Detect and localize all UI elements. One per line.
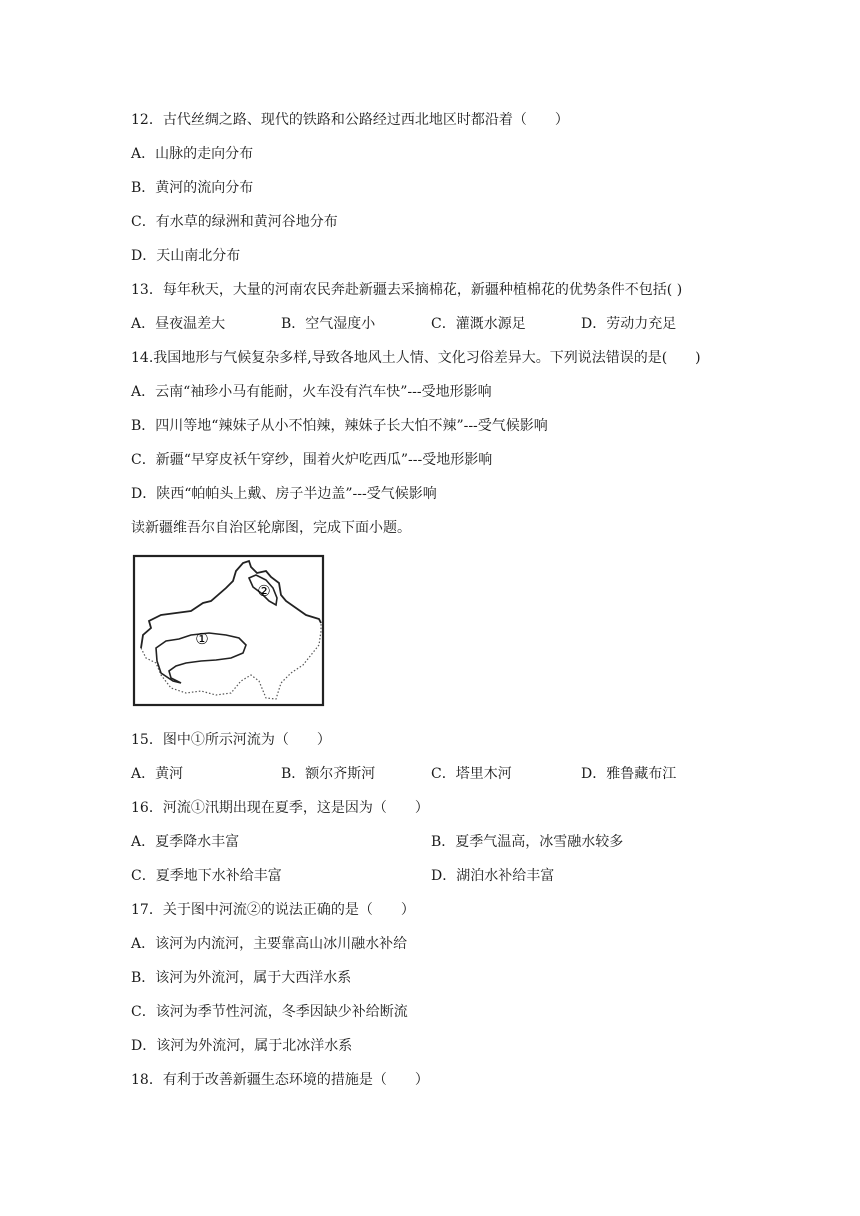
q16-option-a: A．夏季降水丰富 bbox=[131, 834, 240, 850]
q17-option-a: A．该河为内流河，主要靠高山冰川融水补给 bbox=[131, 936, 408, 952]
q17-stem: 17．关于图中河流②的说法正确的是（ ） bbox=[131, 902, 415, 918]
q13-stem: 13．每年秋天，大量的河南农民奔赴新疆去采摘棉花，新疆种植棉花的优势条件不包括( ) bbox=[131, 282, 683, 298]
q13-option-a: A．昼夜温差大 bbox=[131, 316, 226, 332]
q12-stem: 12．古代丝绸之路、现代的铁路和公路经过西北地区时都沿着（ ） bbox=[131, 112, 569, 128]
q14-option-a: A．云南“袖珍小马有能耐，火车没有汽车快”---受地形影响 bbox=[131, 384, 492, 400]
q17-option-d: D．该河为外流河，属于北冰洋水系 bbox=[131, 1038, 353, 1054]
q16-option-c: C．夏季地下水补给丰富 bbox=[131, 868, 282, 884]
q15-option-d: D．雅鲁藏布江 bbox=[581, 766, 677, 782]
q13-option-d: D．劳动力充足 bbox=[581, 316, 677, 332]
q13-option-c: C．灌溉水源足 bbox=[431, 316, 526, 332]
q14-option-c: C．新疆“早穿皮袄午穿纱，围着火炉吃西瓜”---受地形影响 bbox=[131, 452, 493, 468]
map-frame bbox=[134, 556, 323, 705]
q12-option-d: D．天山南北分布 bbox=[131, 248, 241, 264]
map-intro: 读新疆维吾尔自治区轮廓图，完成下面小题。 bbox=[131, 520, 411, 536]
q12-option-a: A．山脉的走向分布 bbox=[131, 146, 254, 162]
q12-option-c: C．有水草的绿洲和黄河谷地分布 bbox=[131, 214, 338, 230]
q17-option-c: C．该河为季节性河流，冬季因缺少补给断流 bbox=[131, 1004, 408, 1020]
q18-stem: 18．有利于改善新疆生态环境的措施是（ ） bbox=[131, 1072, 429, 1088]
q12-option-b: B．黄河的流向分布 bbox=[131, 180, 254, 196]
q13-option-b: B．空气湿度小 bbox=[281, 316, 376, 332]
q16-option-d: D．湖泊水补给丰富 bbox=[431, 868, 555, 884]
q15-option-c: C．塔里木河 bbox=[431, 766, 512, 782]
xinjiang-outline-map bbox=[131, 553, 326, 708]
q15-stem: 15．图中①所示河流为（ ） bbox=[131, 732, 331, 748]
q16-stem: 16．河流①汛期出现在夏季，这是因为（ ） bbox=[131, 800, 429, 816]
q15-option-b: B．额尔齐斯河 bbox=[281, 766, 376, 782]
q17-option-b: B．该河为外流河，属于大西洋水系 bbox=[131, 970, 352, 986]
q14-option-b: B．四川等地“辣妹子从小不怕辣，辣妹子长大怕不辣”---受气候影响 bbox=[131, 418, 548, 434]
map-label-1: ① bbox=[195, 630, 209, 648]
q16-option-b: B．夏季气温高，冰雪融水较多 bbox=[431, 834, 624, 850]
q14-stem: 14.我国地形与气候复杂多样,导致各地风土人情、文化习俗差异大。下列说法错误的是( ) bbox=[131, 350, 701, 366]
map-label-2: ② bbox=[257, 582, 271, 600]
q15-option-a: A．黄河 bbox=[131, 766, 184, 782]
q14-option-d: D．陕西“帕帕头上戴、房子半边盖”---受气候影响 bbox=[131, 486, 437, 502]
